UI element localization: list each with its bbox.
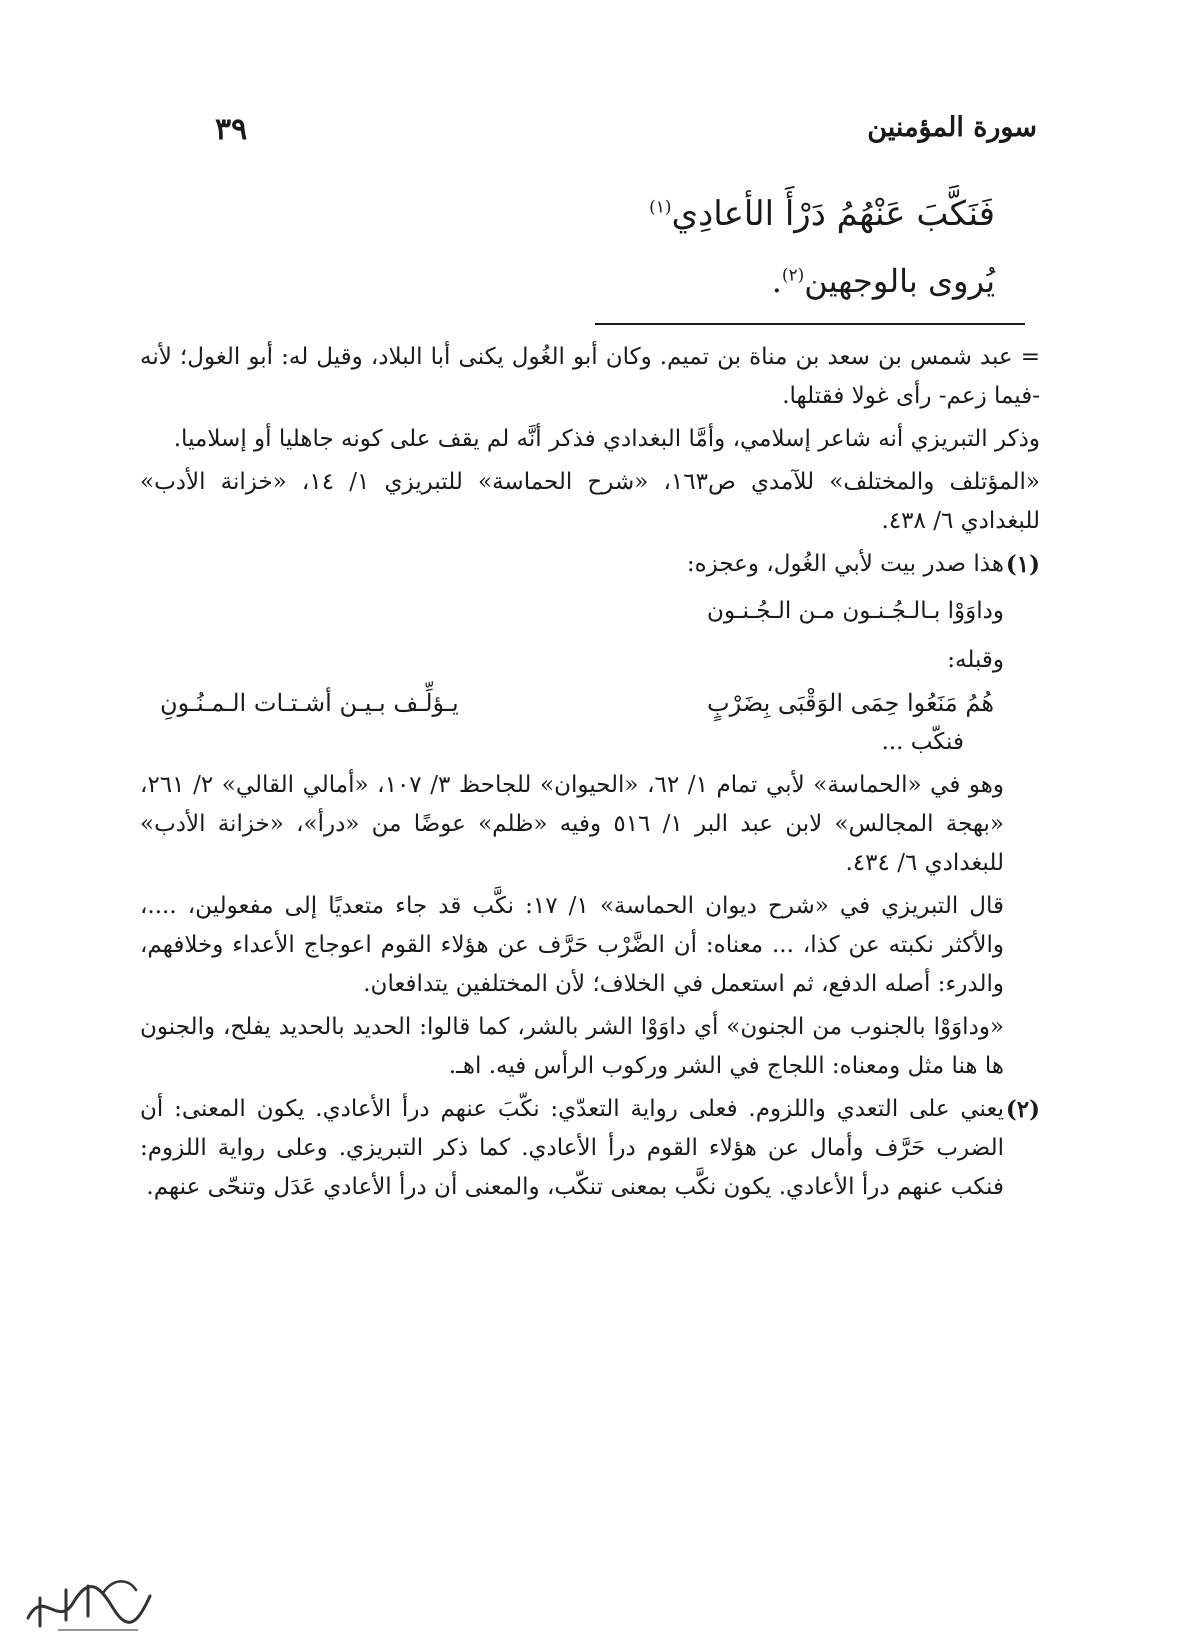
footnote-2-marker: (٢): [1005, 1096, 1040, 1123]
poem-hemistich: وداوَوْا بـالـجُـنـون مـن الـجُـنـون: [707, 598, 1004, 624]
variant-note-line: [772, 262, 995, 300]
footnote-2-paragraph: يعني على التعدي واللزوم. فعلى رواية التعدّي: نكّبَ عنهم درأ الأعادي. يكون المعنى: أن الضرب حَرَّف وأمال عن هؤلاء القوم درأ الأعادي. كما ذكر التبريزي. وعلى رواية اللزوم: فنكب عنهم درأ الأعادي. يكون نكَّب بمعنى تنكّب، والمعنى أن درأ الأعادي عَدَل وتنحّى عنهم.: [140, 1096, 1005, 1200]
footnote-1-marker: (١): [1005, 551, 1040, 578]
footnote-continuation-paragraph: = عبد شمس بن سعد بن مناة بن تميم. وكان أبو الغُول يكنى أبا البلاد، وقيل له: أبو الغول؛ لأنه -فيما زعم- رأى غولا فقتلها.: [140, 344, 1040, 409]
footnote-divider: [595, 323, 1025, 325]
verse-text: فَنَكَّبَ عَنْهُمُ دَرْأَ الأعادِي: [671, 194, 995, 234]
footnote-continuation-paragraph: «المؤتلف والمختلف» للآمدي ص١٦٣، «شرح الحماسة» للتبريزي ١/ ١٤، «خزانة الأدب» للبغدادي ٦/ ٤٣٨.: [140, 469, 1040, 534]
variant-note-period: .: [771, 262, 782, 300]
footnote-2-body: [140, 1090, 1004, 1211]
page-number: ٣٩: [215, 112, 248, 147]
poem-verse-right: هُمُ مَنَعُوا حِمَى الوَقْبَى بِضَرْبٍ: [706, 689, 994, 717]
footnotes-section: [140, 338, 1040, 1211]
footnote-1-intro: هذا صدر بيت لأبي الغُول، وعجزه:: [686, 551, 1004, 577]
footnote-2: [140, 1090, 1040, 1211]
poem-verse-left: يـؤلِّـف بـيـن أشـتـات الـمـنُـونِ: [160, 689, 459, 717]
variant-note-text: يُروى بالوجهين: [804, 262, 995, 300]
publisher-calligraphy-logo: [18, 1568, 158, 1638]
poem-before-label: وقبله:: [947, 647, 1004, 673]
footnote-ref-2[interactable]: (٢): [781, 265, 805, 286]
footnote-1-paragraph: قال التبريزي في «شرح ديوان الحماسة» ١/ ١٧: نكَّب قد جاء متعديًا إلى مفعولين، ....، والأكثر نكبته عن كذا، ... معناه: أن الضَّرْب حَرَّف عن هؤلاء القوم اعوجاج الأعداء وخلافهم، والدرء: أصله الدفع، ثم استعمل في الخلاف؛ لأن المختلفين يتدافعان.: [140, 893, 1004, 997]
surah-title: سورة المؤمنين: [867, 112, 1037, 143]
footnote-1: [140, 545, 1040, 1090]
verse-line: [649, 194, 995, 234]
footnote-1-paragraph: وهو في «الحماسة» لأبي تمام ١/ ٦٢، «الحيوان» للجاحظ ٣/ ١٠٧، «أمالي القالي» ٢/ ٢٦١، «بهجة المجالس» لابن عبد البر ١/ ٥١٦ وفيه «ظلم» عوضًا من «درأ»، «خزانة الأدب» للبغدادي ٦/ ٤٣٤.: [140, 772, 1005, 876]
footnote-continuation-paragraph: وذكر التبريزي أنه شاعر إسلامي، وأمَّا البغدادي فذكر أنَّه لم يقف على كونه جاهليا أو إسلاميا.: [173, 426, 1040, 452]
poem-verse: [140, 684, 1004, 723]
footnote-1-paragraph: «وداوَوْا بالجنوب من الجنون» أي داوَوْا الشر بالشر، كما قالوا: الحديد بالحديد يفلح، والجنون ها هنا مثل ومعناه: اللجاج في الشر وركوب الرأس فيه. اهـ.: [140, 1014, 1004, 1079]
footnote-1-body: [140, 545, 1004, 1090]
poem-ellipsis: فنكّب ...: [881, 729, 964, 755]
footnote-ref-1[interactable]: (١): [649, 197, 672, 218]
